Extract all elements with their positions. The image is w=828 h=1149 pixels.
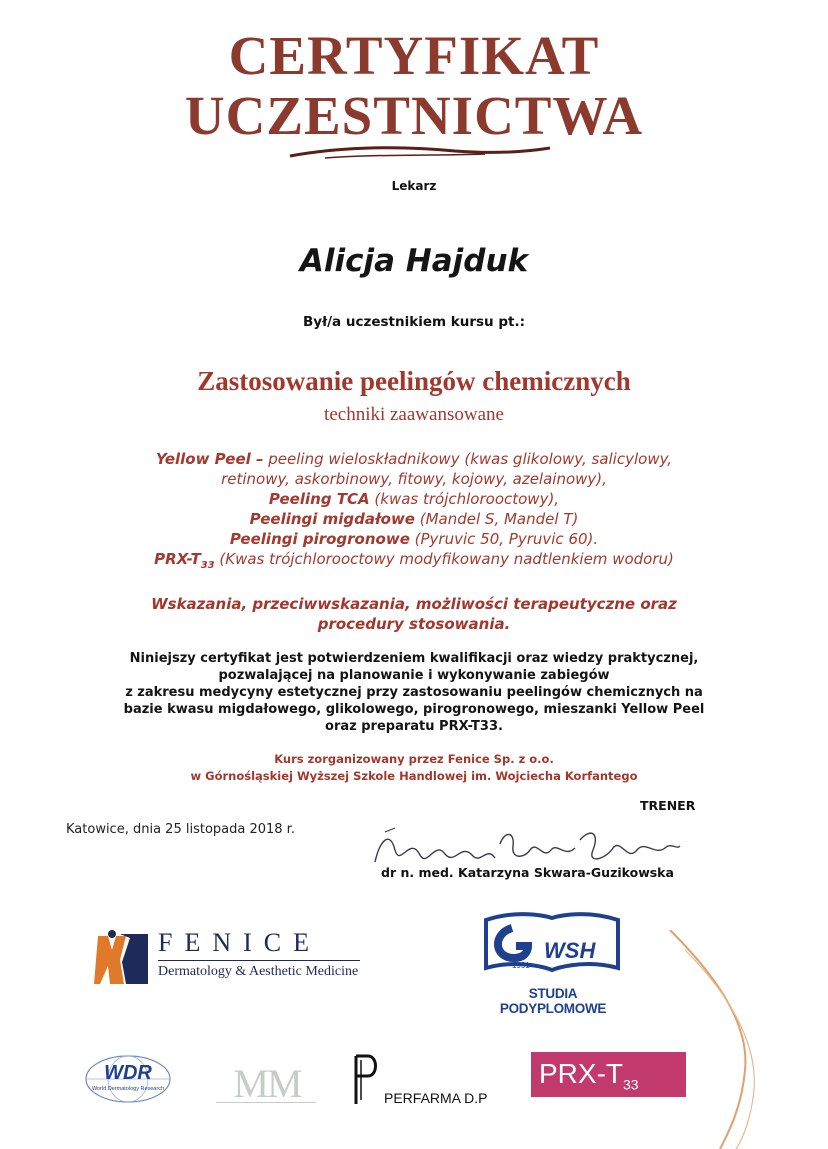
gwsh-year: 1991	[512, 961, 530, 970]
perfarma-p-icon	[352, 1054, 382, 1106]
decorative-swirl	[650, 930, 780, 1149]
course-item: Peelingi migdałowe (Mandel S, Mandel T)	[249, 510, 579, 528]
certificate-title-line2: UCZESTNICTWA	[184, 85, 644, 146]
course-item: PRX-$T_{33}$ (Kwas trójchlorooctowy modyfikowany nadtlenkiem wodoru)	[154, 550, 674, 571]
statement-text: Niniejszy certyfikat jest potwierdzeniem kwalifikacji oraz wiedzy praktycznej, pozwalającej na planowanie i wykonywanie zabiegów z zakresu medycyny estetycznej przy zastosowaniu peelingów chemicznych na bazie kwasu migdałowego, glikolowego, pirogronowego, mieszanki Yellow Peel oraz preparatu PRX-T33.	[123, 651, 705, 734]
course-item: Yellow Peel – peeling wieloskładnikowy (kwas glikolowy, salicylowy,	[155, 450, 673, 468]
gwsh-label: STUDIA PODYPLOMOWE	[499, 986, 607, 1016]
gwsh-book-icon	[482, 908, 622, 980]
fenice-logo	[90, 928, 370, 988]
perfarma-logo	[352, 1054, 502, 1110]
mm-divider	[216, 1102, 316, 1103]
course-item: retinowy, askorbinowy, fitowy, kojowy, azelainowy),	[221, 470, 607, 488]
svg-text:WSH: WSH	[544, 938, 596, 963]
wdr-sub: World Dermatology Research	[91, 1086, 165, 1092]
fenice-divider	[158, 960, 360, 961]
fenice-name: FENICE	[158, 928, 321, 957]
participant-status: Był/a uczestnikiem kursu pt.:	[303, 314, 525, 330]
wdr-logo	[84, 1054, 172, 1104]
role-label: Lekarz	[391, 179, 437, 193]
prx-label: PRX-$T_{33}$	[539, 1058, 639, 1093]
prx-logo	[531, 1052, 686, 1097]
course-title: Zastosowanie peelingów chemicznych	[197, 366, 631, 396]
organizer-text: Kurs zorganizowany przez Fenice Sp. z o.o. w Górnośląskiej Wyższej Szkole Handlowej im. Wojciecha Korfantego	[190, 752, 638, 783]
indications-text: Wskazania, przeciwwskazania, możliwości terapeutyczne oraz procedury stosowania.	[151, 595, 677, 633]
course-subtitle: techniki zaawansowane	[324, 404, 504, 425]
trainer-label: TRENER	[640, 798, 696, 813]
fenice-figure-icon	[90, 930, 150, 986]
gwsh-logo	[478, 908, 628, 1016]
mm-logo	[212, 1060, 322, 1112]
wdr-label: WDR	[104, 1062, 152, 1084]
course-item: Peelingi pirogronowe (Pyruvic 50, Pyruvic 60).	[229, 530, 599, 548]
fenice-tagline: Dermatology & Aesthetic Medicine	[158, 964, 359, 979]
place-date: Katowice, dnia 25 listopada 2018 r.	[66, 822, 295, 837]
mm-label: MM	[233, 1061, 301, 1106]
course-items	[0, 449, 828, 576]
participant-name: Alicja Hajduk	[299, 243, 529, 279]
certificate-title-line1: CERTYFIKAT	[228, 25, 600, 86]
perfarma-label: PERFARMA D.P	[384, 1090, 488, 1106]
trainer-name: dr n. med. Katarzyna Skwara-Guzikowska	[381, 865, 674, 880]
course-item: Peeling TCA (kwas trójchlorooctowy),	[268, 490, 560, 508]
title-flourish	[285, 142, 555, 164]
